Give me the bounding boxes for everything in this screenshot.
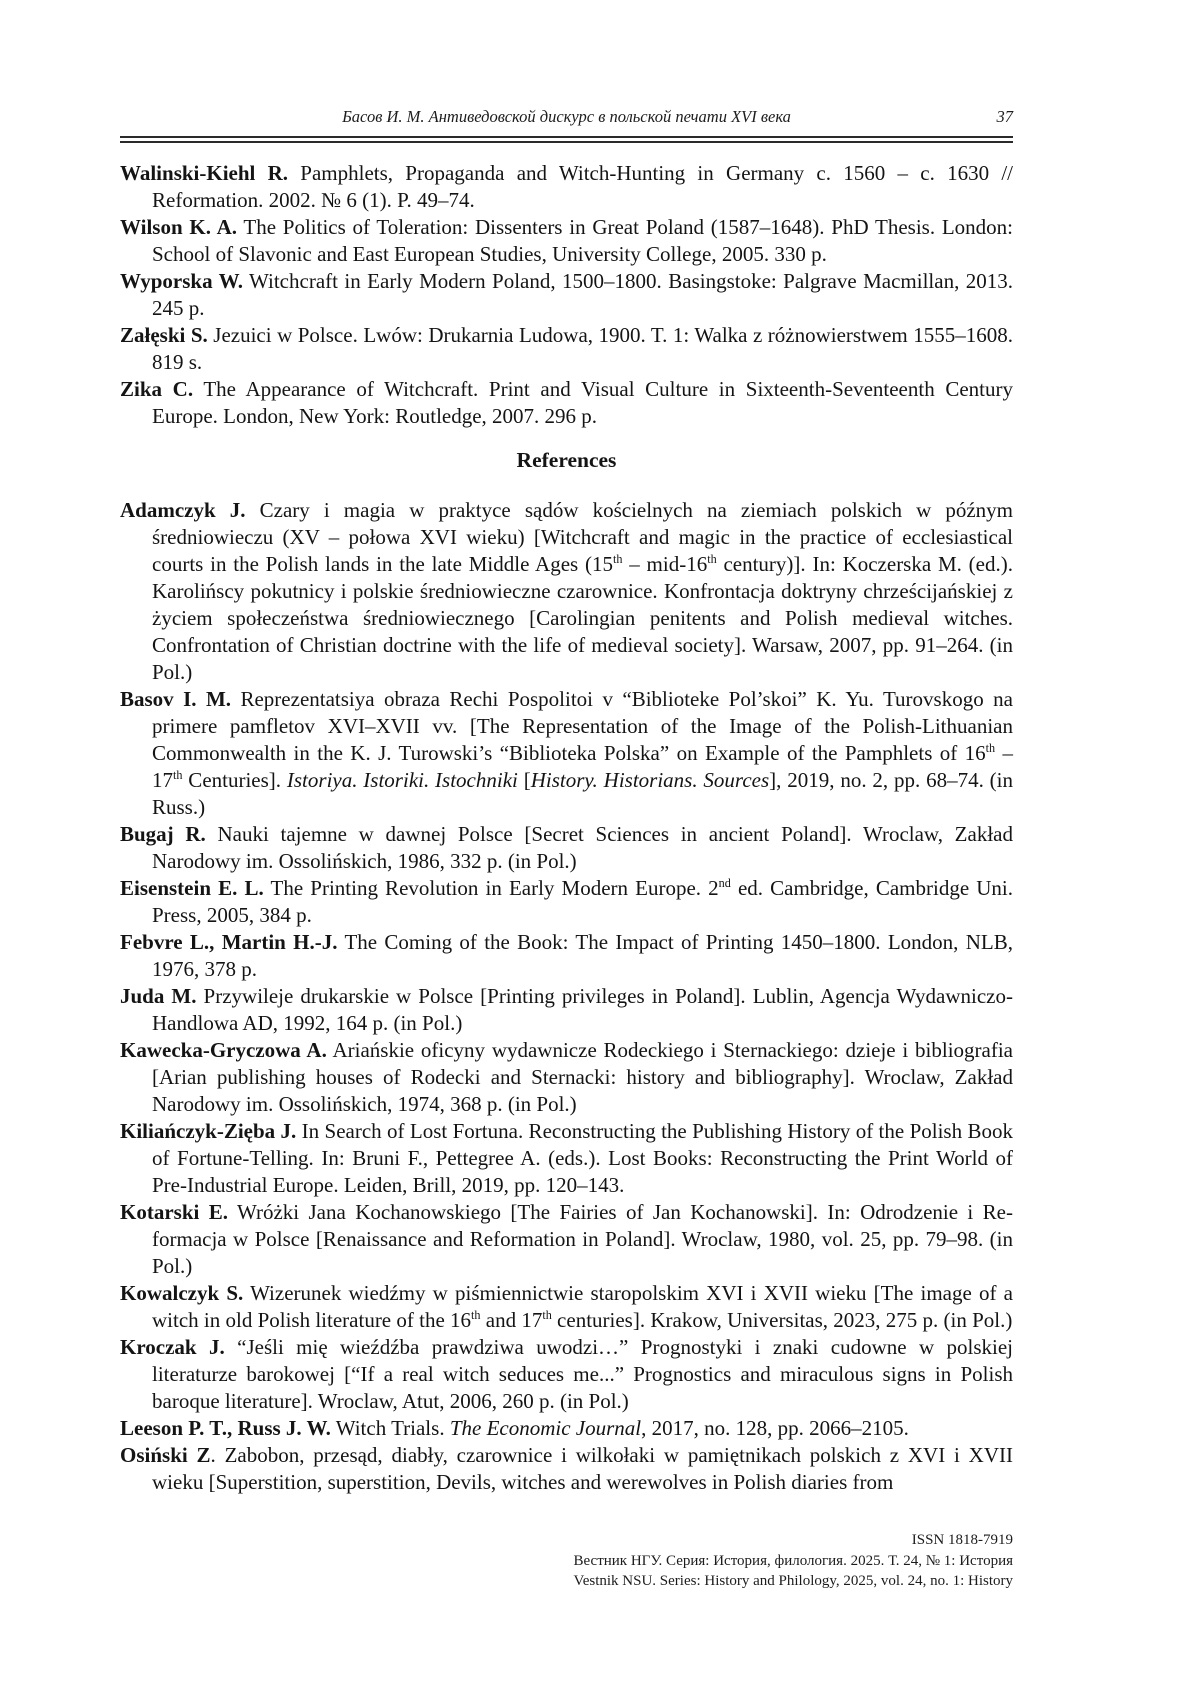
references-list (120, 497, 1013, 1496)
reference-entry: Kiliańczyk-Zięba J. In Search of Lost Fortuna. Reconstructing the Publishing History of the Polish Book of Fortune-Telling. In: Bruni F., Pettegree A. (eds.). Lost Books: Reconstructing the Print World of Pre-Industrial Europe. Leiden, Brill, 2019, pp. 120–143. (120, 1119, 1013, 1197)
reference-entry: Adamczyk J. Czary i magia w praktyce sądów kościelnych na ziemiach polskich w późnym średniowieczu (XV – połowa XVI wieku) [Witchcraft and magic in the practice of ecclesiastical courts in the Polish lands in the late Middle Ages (15th – mid-16th century)]. In: Koczerska M. (ed.). Karolińscy pokutnicy i polskie średniowieczne czarownice. Konfrontacja doktryny chrześcijańskiej z życiem społeczeństwa średniowiecznego [Carolingian penitents and Polish medieval witches. Confrontation of Christian doctrine with the life of medieval society]. Warsaw, 2007, pp. 91–264. (in Pol.) (120, 498, 1013, 684)
reference-entry: Febvre L., Martin H.-J. The Coming of the Book: The Impact of Printing 1450–1800. London, NLB, 1976, 378 p. (120, 930, 1013, 981)
header-double-rule (120, 136, 1013, 143)
running-header (120, 106, 1013, 128)
reference-entry: Kawecka-Gryczowa A. Ariańskie oficyny wydawnicze Rodeckiego i Sternackiego: dzieje i bibliografia [Arian publishing houses of Rodecki and Sternacki: history and bibliography]. Wroclaw, Zakład Narodowy im. Ossolińskich, 1974, 368 p. (in Pol.) (120, 1038, 1013, 1116)
reference-entry: Leeson P. T., Russ J. W. Witch Trials. The Economic Journal, 2017, no. 128, pp. 2066–2105. (120, 1416, 909, 1440)
reference-entry: Zika C. The Appearance of Witchcraft. Print and Visual Culture in Sixteenth-Seventeenth Century Europe. London, New York: Routledge, 2007. 296 p. (120, 377, 1013, 428)
reference-entry: Wyporska W. Witchcraft in Early Modern Poland, 1500–1800. Basingstoke: Palgrave Macmillan, 2013. 245 p. (120, 269, 1014, 320)
footer-issn: ISSN 1818-7919 (911, 1532, 1013, 1548)
reference-entry: Wilson K. A. The Politics of Toleration: Dissenters in Great Poland (1587–1648). PhD Thesis. London: School of Slavonic and East European Studies, University College, 2005. 330 p. (120, 215, 1013, 266)
reference-entry: Osiński Z. Zabobon, przesąd, diabły, czarownice i wilkołaki w pamiętnikach polskich z XVI i XVII wieku [Superstition, superstition, Devils, witches and werewolves in Polish diaries from (120, 1443, 1013, 1494)
reference-entry: Kroczak J. “Jeśli mię wieźdźba prawdziwa uwodzi…” Prognostyki i znaki cudowne w polskiej literaturze barokowej [“If a real witch seduces me...” Prognostics and miraculous signs in Polish baroque literature]. Wroclaw, Atut, 2006, 260 p. (in Pol.) (120, 1335, 1014, 1413)
reference-entry: Juda M. Przywileje drukarskie w Polsce [Printing privileges in Poland]. Lublin, Agencja Wydawniczo-Handlowa AD, 1992, 164 p. (in Pol.) (120, 984, 1013, 1035)
page (120, 0, 1013, 1496)
reference-entry: Załęski S. Jezuici w Polsce. Lwów: Drukarnia Ludowa, 1900. T. 1: Walka z różnowierstwem 1555–1608. 819 s. (120, 323, 1013, 374)
bibliography-list (120, 160, 1013, 430)
reference-entry: Eisenstein E. L. The Printing Revolution in Early Modern Europe. 2nd ed. Cambridge, Cambridge Uni. Press, 2005, 384 p. (120, 876, 1014, 927)
page-number: 37 (996, 107, 1013, 126)
reference-entry: Basov I. M. Reprezentatsiya obraza Rechi Pospolitoi v “Biblioteke Pol’skoi” K. Yu. Turovskogo na primere pamfletov XVI–XVII vv. [The Representation of the Image of the Polish-Lithuanian Commonwealth in the K. J. Turowski’s “Biblioteka Polska” on Example of the Pamphlets of 16th – 17th Centuries]. Istoriya. Istoriki. Istochniki [History. Historians. Sources], 2019, no. 2, pp. 68–74. (in Russ.) (120, 687, 1014, 819)
reference-entry: Bugaj R. Nauki tajemne w dawnej Polsce [Secret Sciences in ancient Poland]. Wroclaw, Zakład Narodowy im. Ossolińskich, 1986, 332 p. (in Pol.) (120, 822, 1013, 873)
footer-line-ru: Вестник НГУ. Серия: История, филология. 2025. Т. 24, № 1: История (573, 1552, 1013, 1569)
reference-entry: Kotarski E. Wróżki Jana Kochanowskiego [The Fairies of Jan Kochanowski]. In: Odrodzenie i Reformacja w Polsce [Renaissance and Reformation in Poland]. Wroclaw, 1980, vol. 25, pp. 79–98. (in Pol.) (120, 1200, 1013, 1278)
references-heading: References (516, 448, 617, 472)
reference-entry: Kowalczyk S. Wizerunek wiedźmy w piśmiennictwie staropolskim XVI i XVII wieku [The image of a witch in old Polish literature of the 16th and 17th centuries]. Krakow, Universitas, 2023, 275 p. (in Pol.) (120, 1281, 1013, 1332)
journal-footer (574, 1530, 1014, 1592)
footer-line-en: Vestnik NSU. Series: History and Philology, 2025, vol. 24, no. 1: History (573, 1573, 1013, 1589)
reference-entry: Walinski-Kiehl R. Pamphlets, Propaganda and Witch-Hunting in Germany c. 1560 – c. 1630 // Reformation. 2002. № 6 (1). P. 49–74. (120, 161, 1013, 212)
running-header-title: Басов И. М. Антиведовской дискурс в польской печати XVI века (342, 107, 791, 126)
